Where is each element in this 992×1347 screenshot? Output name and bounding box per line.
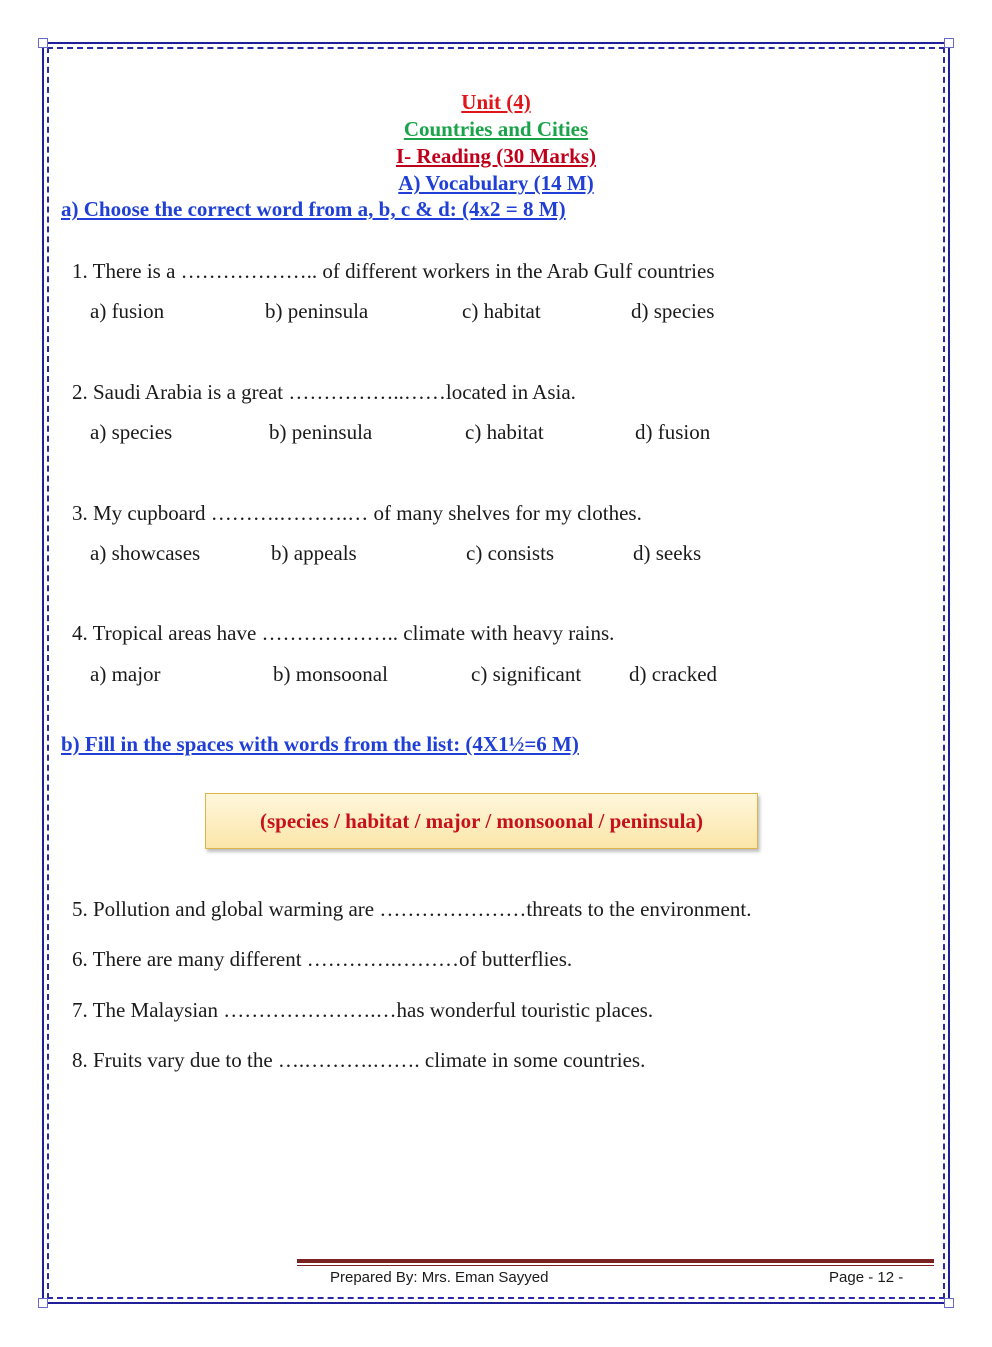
- question-3: 3. My cupboard ……….……….… of many shelves for my clothes.: [72, 501, 642, 525]
- q4-option-a: a) major: [90, 662, 161, 686]
- footer-rule-thin: [297, 1265, 934, 1266]
- question-2: 2. Saudi Arabia is a great ……………..……located in Asia.: [72, 380, 576, 404]
- q3-option-c: c) consists: [466, 541, 555, 565]
- q2-option-d: d) fusion: [635, 420, 711, 444]
- q1-option-b: b) peninsula: [265, 299, 369, 323]
- border-corner-tl: [38, 38, 48, 48]
- unit-title: Countries and Cities: [403, 117, 589, 141]
- q1-option-d: d) species: [631, 299, 715, 323]
- question-6: 6. There are many different ………….………of butterflies.: [72, 947, 573, 971]
- border-corner-bl: [38, 1298, 48, 1308]
- q2-option-b: b) peninsula: [269, 420, 373, 444]
- question-4: 4. Tropical areas have ……………….. climate with heavy rains.: [72, 621, 615, 645]
- q4-option-b: b) monsoonal: [273, 662, 388, 686]
- subsection-heading: A) Vocabulary (14 M): [398, 171, 594, 195]
- unit-heading: Unit (4): [461, 90, 531, 114]
- q1-option-a: a) fusion: [90, 299, 165, 323]
- q4-option-d: d) cracked: [629, 662, 718, 686]
- border-corner-br: [944, 1298, 954, 1308]
- footer-prepared-by: Prepared By: Mrs. Eman Sayyed: [330, 1269, 549, 1286]
- border-corner-tr: [944, 38, 954, 48]
- question-7: 7. The Malaysian ………………….…has wonderful touristic places.: [72, 998, 654, 1022]
- footer-rule: [297, 1259, 934, 1263]
- word-list-box: [205, 793, 758, 849]
- q3-option-d: d) seeks: [633, 541, 702, 565]
- word-list-text: (species / habitat / major / monsoonal / peninsula): [260, 808, 703, 833]
- part-b-title: b) Fill in the spaces with words from the list: (4X1½=6 M): [61, 732, 579, 756]
- section-heading: I- Reading (30 Marks): [395, 144, 597, 168]
- q3-option-b: b) appeals: [271, 541, 357, 565]
- footer-page-number: Page - 12 -: [829, 1269, 904, 1286]
- question-1: 1. There is a ……………….. of different workers in the Arab Gulf countries: [72, 259, 715, 283]
- q2-option-c: c) habitat: [465, 420, 544, 444]
- q1-option-c: c) habitat: [462, 299, 541, 323]
- q4-option-c: c) significant: [471, 662, 582, 686]
- q2-option-a: a) species: [90, 420, 173, 444]
- question-8: 8. Fruits vary due to the ….……….……. climate in some countries.: [72, 1048, 646, 1072]
- q3-option-a: a) showcases: [90, 541, 201, 565]
- part-a-title: a) Choose the correct word from a, b, c & d: (4x2 = 8 M): [61, 197, 566, 221]
- question-5: 5. Pollution and global warming are …………………threats to the environment.: [72, 897, 752, 921]
